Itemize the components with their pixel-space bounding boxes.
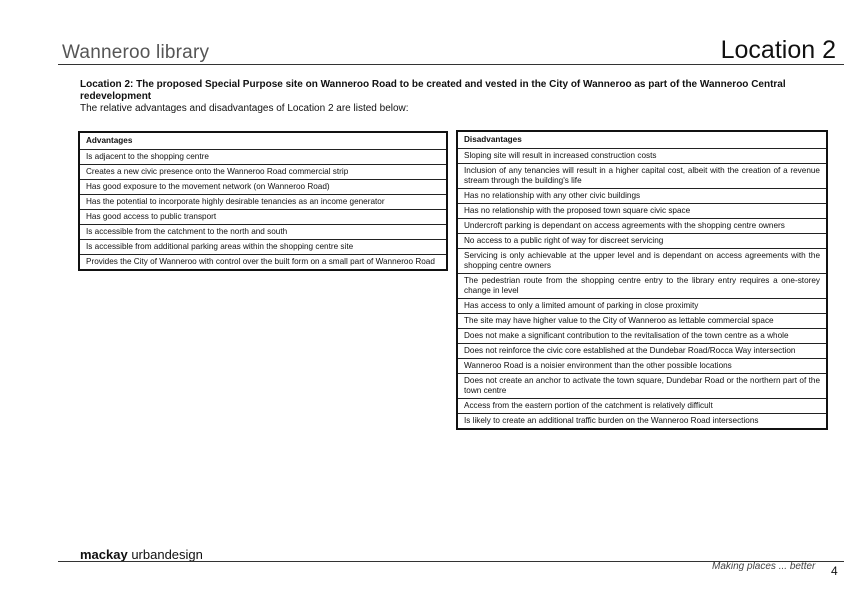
disadvantage-item: Inclusion of any tenancies will result in a higher capital cost, albeit with the creation of a revenue stream through the building's life [457, 164, 827, 189]
advantage-item: Is accessible from additional parking areas within the shopping centre site [79, 240, 447, 255]
disadvantage-item: Does not make a significant contribution to the revitalisation of the town centre as a whole [457, 329, 827, 344]
disadvantage-item: Has access to only a limited amount of parking in close proximity [457, 299, 827, 314]
disadvantages-header: Disadvantages [457, 131, 827, 149]
disadvantage-row [457, 149, 827, 164]
disadvantage-item: The site may have higher value to the City of Wanneroo as lettable commercial space [457, 314, 827, 329]
footer-brand [80, 547, 203, 562]
intro-block [80, 79, 830, 115]
disadvantage-item: Servicing is only achievable at the upper level and is dependant on access agreements with the shopping centre owners [457, 249, 827, 274]
disadvantage-row [457, 374, 827, 399]
disadvantage-item: Does not create an anchor to activate the town square, Dundebar Road or the northern part of the town centre [457, 374, 827, 399]
advantage-row [79, 165, 447, 180]
disadvantages-table [456, 130, 828, 430]
advantage-row [79, 210, 447, 225]
advantages-table [78, 131, 448, 271]
advantage-row [79, 150, 447, 165]
advantage-item: Is accessible from the catchment to the north and south [79, 225, 447, 240]
disadvantage-row [457, 219, 827, 234]
advantage-item: Provides the City of Wanneroo with control over the built form on a small part of Wanneroo Road [79, 255, 447, 271]
header-left-title: Wanneroo library [62, 42, 210, 63]
disadvantage-row [457, 249, 827, 274]
disadvantage-row [457, 314, 827, 329]
advantage-row [79, 240, 447, 255]
advantage-row [79, 255, 447, 271]
footer-tagline: Making places ... better [712, 561, 816, 572]
advantage-row [79, 180, 447, 195]
disadvantage-item: Wanneroo Road is a noisier environment than the other possible locations [457, 359, 827, 374]
disadvantage-item: Does not reinforce the civic core established at the Dundebar Road/Rocca Way intersection [457, 344, 827, 359]
disadvantage-row [457, 329, 827, 344]
disadvantage-item: The pedestrian route from the shopping centre entry to the library entry requires a one-storey change in level [457, 274, 827, 299]
disadvantage-row [457, 344, 827, 359]
advantage-row [79, 225, 447, 240]
advantage-item: Is adjacent to the shopping centre [79, 150, 447, 165]
advantages-header-row [79, 132, 447, 150]
advantage-item: Has good exposure to the movement network (on Wanneroo Road) [79, 180, 447, 195]
disadvantage-row [457, 299, 827, 314]
disadvantage-row [457, 359, 827, 374]
intro-subtext: The relative advantages and disadvantages of Location 2 are listed below: [80, 103, 409, 114]
disadvantage-item: Access from the eastern portion of the catchment is relatively difficult [457, 399, 827, 414]
disadvantage-row [457, 414, 827, 430]
advantage-row [79, 195, 447, 210]
header-divider [58, 64, 844, 65]
advantage-item: Has good access to public transport [79, 210, 447, 225]
disadvantage-item: Sloping site will result in increased construction costs [457, 149, 827, 164]
disadvantage-row [457, 234, 827, 249]
disadvantage-row [457, 399, 827, 414]
disadvantage-row [457, 204, 827, 219]
disadvantage-item: Undercroft parking is dependant on access agreements with the shopping centre owners [457, 219, 827, 234]
intro-heading: Location 2: The proposed Special Purpose site on Wanneroo Road to be created and vested in the City of Wanneroo as part of the Wanneroo Central redevelopment [80, 79, 786, 102]
disadvantage-row [457, 164, 827, 189]
disadvantage-item: No access to a public right of way for discreet servicing [457, 234, 827, 249]
disadvantage-item: Has no relationship with any other civic buildings [457, 189, 827, 204]
disadvantage-row [457, 274, 827, 299]
advantage-item: Creates a new civic presence onto the Wanneroo Road commercial strip [79, 165, 447, 180]
advantages-header: Advantages [79, 132, 447, 150]
disadvantage-row [457, 189, 827, 204]
disadvantage-item: Has no relationship with the proposed town square civic space [457, 204, 827, 219]
disadvantages-header-row [457, 131, 827, 149]
page-number: 4 [831, 564, 838, 578]
advantage-item: Has the potential to incorporate highly desirable tenancies as an income generator [79, 195, 447, 210]
disadvantage-item: Is likely to create an additional traffic burden on the Wanneroo Road intersections [457, 414, 827, 430]
footer-brand-bold: mackay [80, 547, 128, 562]
footer-brand-rest: urbandesign [127, 547, 203, 562]
header-right-title: Location 2 [720, 36, 836, 64]
